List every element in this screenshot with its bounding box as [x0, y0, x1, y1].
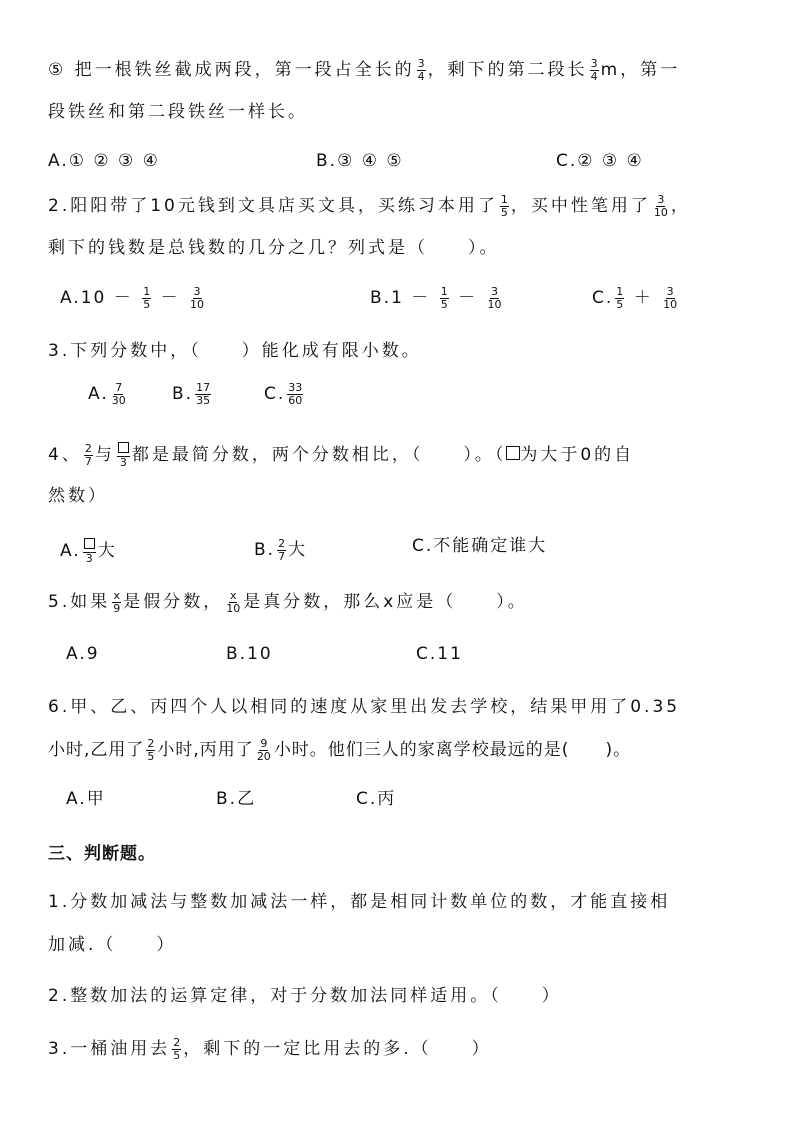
fraction: $\frac{3}{4}$ [417, 57, 425, 83]
q1-item-5-line2: 段铁丝和第二段铁丝一样长。 [48, 102, 308, 122]
fraction: $\frac{1}{5}$ [143, 285, 151, 311]
q3-option-c[interactable]: C. $\frac{33}{60}$ [264, 381, 303, 407]
fraction: $\frac{7}{30}$ [111, 381, 126, 407]
fraction: $\frac{1}{5}$ [500, 193, 508, 219]
q1-option-c[interactable]: C.② ③ ④ [556, 151, 644, 171]
q6-line1: 6.甲、乙、丙四个人以相同的速度从家里出发去学校，结果甲用了0.35 [48, 697, 681, 717]
q1-option-b[interactable]: B.③ ④ ⑤ [316, 151, 404, 171]
fraction: $\frac{1}{5}$ [616, 285, 624, 311]
q3-text: 3.下列分数中，（ ）能化成有限小数。 [48, 341, 422, 361]
fraction: $\frac{1}{5}$ [440, 285, 448, 311]
fraction: $\frac{9}{20}$ [256, 737, 271, 763]
q6-option-b[interactable]: B.乙 [216, 789, 257, 809]
q2-option-a[interactable]: A.10 － $\frac{1}{5}$ － $\frac{3}{10}$ [60, 285, 204, 311]
fraction: $\frac{2}{7}$ [84, 442, 92, 468]
q5-line: 5.如果 $\frac{x}{9}$ 是假分数， $\frac{x}{10}$ 是真分数，那么x应是（ ）。 [48, 589, 528, 615]
fraction: $\frac{3}{10}$ [487, 285, 502, 311]
q6-line2: 小时,乙用了 $\frac{2}{5}$ 小时,丙用了 $\frac{9}{20}$ 小时。他们三人的家离学校最远的是( )。 [48, 737, 632, 763]
q4-line1: 4、 $\frac{2}{7}$ 与 3 都是最简分数，两个分数相比，（ ）。（ 为大于0的自 [48, 442, 635, 469]
fraction: $\frac{3}{10}$ [663, 285, 678, 311]
fraction: $\frac{3}{10}$ [190, 285, 204, 311]
judge-1-line1: 1.分数加减法与整数加减法一样，都是相同计数单位的数，才能直接相 [48, 892, 671, 912]
judge-3: 3.一桶油用去 $\frac{2}{5}$ ，剩下的一定比用去的多.（ ） [48, 1036, 492, 1062]
q2-line1: 2.阳阳带了10元钱到文具店买文具，买练习本用了 $\frac{1}{5}$ ，买中性笔用了 $\frac{3}{10}$ ， [48, 193, 691, 219]
q3-option-b[interactable]: B. $\frac{17}{35}$ [172, 381, 211, 407]
judge-2: 2.整数加法的运算定律，对于分数加法同样适用。（ ） [48, 986, 562, 1006]
q2-line2: 剩下的钱数是总钱数的几分之几？列式是（ ）。 [48, 238, 500, 258]
q5-option-a[interactable]: A.9 [66, 644, 100, 664]
fraction: $\frac{3}{10}$ [653, 193, 668, 219]
q6-option-a[interactable]: A.甲 [66, 789, 106, 809]
q2-option-b[interactable]: B.1 － $\frac{1}{5}$ － $\frac{3}{10}$ [370, 285, 502, 311]
q2-option-c[interactable]: C. $\frac{1}{5}$ ＋ $\frac{3}{10}$ [592, 285, 678, 311]
q1-item-5-line1: ⑤ 把一根铁丝截成两段，第一段占全长的 $\frac{3}{4}$ ，剩下的第二段长 $\frac{3}{4}$ m，第一 [48, 57, 681, 83]
fraction: $\frac{17}{35}$ [196, 381, 211, 407]
fraction: $\frac{33}{60}$ [288, 381, 303, 407]
blank-box-icon [506, 446, 520, 460]
fraction: $\frac{2}{5}$ [173, 1036, 181, 1062]
q4-line2: 然数） [48, 486, 108, 506]
q1-option-a[interactable]: A.① ② ③ ④ [48, 151, 160, 171]
fraction: $\frac{x}{9}$ [113, 589, 121, 615]
q4-option-a[interactable]: A. 3 大 [60, 538, 117, 564]
q4-option-c[interactable]: C.不能确定谁大 [412, 536, 548, 556]
fraction: $\frac{x}{10}$ [226, 589, 241, 615]
fraction: $\frac{2}{7}$ [278, 537, 286, 563]
blank-box-icon [118, 442, 129, 453]
judge-1-line2: 加减.（ ） [48, 935, 177, 955]
q4-option-b[interactable]: B. $\frac{2}{7}$ 大 [254, 537, 308, 563]
q3-option-a[interactable]: A. $\frac{7}{30}$ [88, 381, 126, 407]
q5-option-b[interactable]: B.10 [226, 644, 273, 664]
blank-box-icon [84, 538, 95, 549]
fraction: $\frac{3}{4}$ [590, 57, 598, 83]
fraction: 3 [117, 442, 130, 468]
fraction: 3 [83, 538, 96, 564]
q5-option-c[interactable]: C.11 [416, 644, 463, 664]
q6-option-c[interactable]: C.丙 [356, 789, 397, 809]
fraction: $\frac{2}{5}$ [147, 737, 155, 763]
section-3-heading: 三、判断题。 [48, 844, 156, 864]
